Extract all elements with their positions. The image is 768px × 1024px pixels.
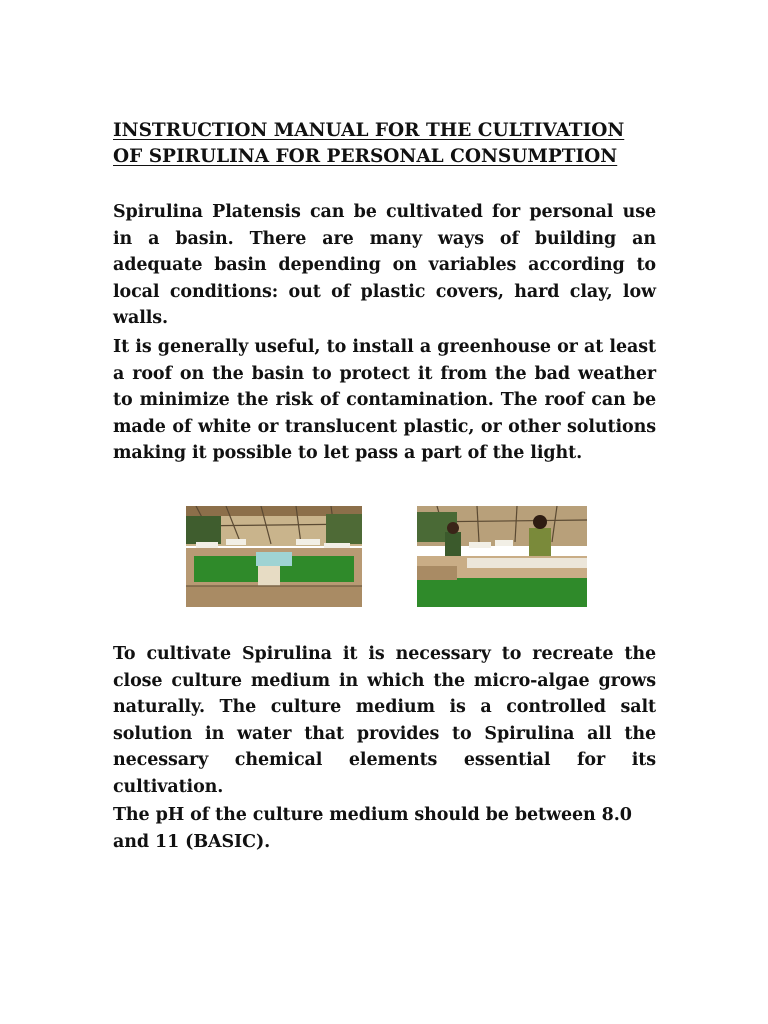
paragraph-ph: The pH of the culture medium should be between 8.0 and 11 (BASIC). <box>113 805 632 852</box>
paragraph-basin: Spirulina Platensis can be cultivated for personal use in a basin. There are many ways of building an adequate basin depending on variables according to local conditions: out of plastic covers, hard clay, low walls. <box>113 202 656 328</box>
spirulina-harvest-photo <box>417 506 587 607</box>
document-title: INSTRUCTION MANUAL FOR THE CULTIVATION OF SPIRULINA FOR PERSONAL CONSUMPTION <box>113 120 625 167</box>
paragraph-greenhouse: It is generally useful, to install a greenhouse or at least a roof on the basin to protect it from the bad weather to minimize the risk of contamination. The roof can be made of white or translucent plastic, or other solutions making it possible to let pass a part of the light. <box>113 337 656 463</box>
paragraph-culture-medium: To cultivate Spirulina it is necessary to recreate the close culture medium in which the micro-algae grows naturally. The culture medium is a controlled salt solution in water that provides to Spirulina all the necessary chemical elements essential for its cultivation. <box>113 644 656 797</box>
spirulina-basin-photo <box>186 506 362 607</box>
